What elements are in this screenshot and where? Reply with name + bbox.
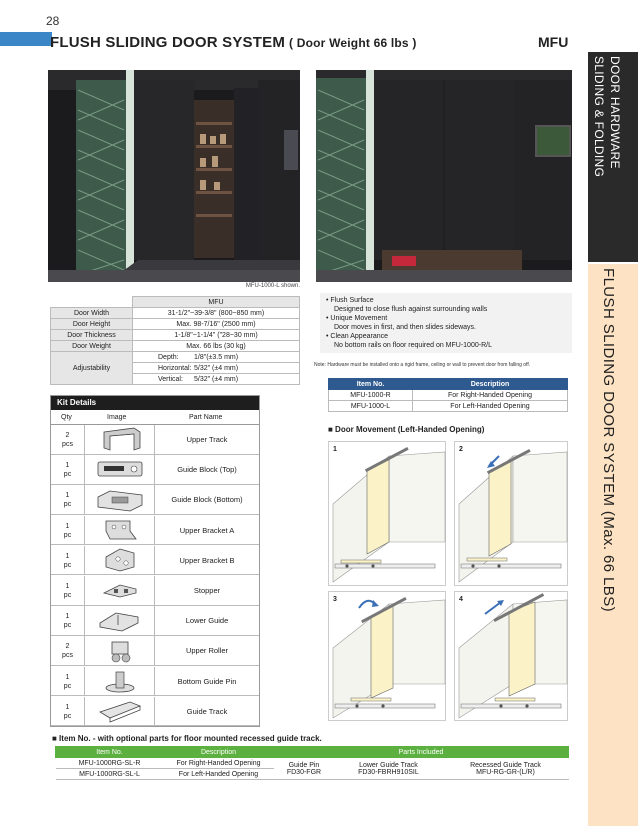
kit-row	[51, 425, 259, 455]
upper-roller-icon	[85, 636, 155, 665]
kit-qty-unit: pc	[63, 592, 72, 599]
product-side-label: FLUSH SLIDING DOOR SYSTEM (Max. 66 LBS)	[600, 268, 617, 613]
movement-step-2	[454, 441, 568, 586]
upper-bracket-a-icon	[85, 516, 155, 545]
kit-row	[51, 697, 259, 727]
kit-qty	[51, 697, 85, 726]
upper-track-icon	[85, 425, 155, 454]
kit-row	[51, 455, 259, 485]
page-title	[50, 34, 417, 51]
kit-row	[51, 516, 259, 546]
kit-qty	[51, 606, 85, 635]
opt-part-name: Lower Guide Track	[359, 761, 418, 769]
page-number: 28	[46, 14, 60, 28]
product-photo-left	[48, 70, 300, 282]
kit-qty-number: 2	[65, 432, 70, 439]
opt-part-code: MFU-RG-GR-(L/R)	[476, 768, 535, 776]
category-line1: SLIDING & FOLDING	[592, 56, 606, 178]
opt-desc: For Right-Handed Opening	[164, 758, 274, 769]
step-number: 2	[459, 446, 463, 453]
feature-title: • Unique Movement	[326, 315, 388, 322]
guide-block-bottom-icon	[85, 485, 155, 514]
spec-value: Max. 98-7/16" (2500 mm)	[133, 319, 300, 330]
adj-key: Depth:	[158, 353, 179, 361]
kit-qty	[51, 667, 85, 696]
kit-qty	[51, 455, 85, 484]
opt-item-no: MFU-1000RG-SL-R	[56, 758, 164, 769]
spec-label: Door Thickness	[51, 330, 133, 341]
movement-step-3	[328, 591, 446, 721]
kit-row	[51, 485, 259, 515]
kit-qty-unit: pc	[63, 471, 72, 479]
kit-part-name: Guide Block (Bottom)	[171, 495, 243, 505]
item-desc: For Right-Handed Opening	[413, 390, 568, 401]
kit-details	[50, 395, 260, 727]
adj-key: Horizontal:	[158, 364, 192, 372]
kit-row	[51, 606, 259, 636]
kit-qty-number: 1	[65, 522, 70, 530]
optional-table	[55, 746, 569, 780]
kit-part-name: Upper Track	[186, 435, 228, 444]
item-no: MFU-1000-R	[329, 390, 413, 401]
spec-row	[51, 341, 300, 352]
spec-header: MFU	[133, 297, 300, 308]
opt-header: Item No.	[56, 747, 164, 758]
guide-track-icon	[85, 697, 155, 726]
opt-header: Parts Included	[274, 747, 569, 758]
spec-table	[50, 296, 300, 385]
spec-corner	[51, 297, 133, 308]
title-subtitle: ( Door Weight 66 lbs )	[289, 36, 417, 50]
feature-title: • Flush Surface	[326, 297, 374, 304]
spec-row	[51, 319, 300, 330]
kit-qty-number: 1	[65, 462, 70, 470]
opt-part-code: FD30-FGR	[286, 768, 322, 776]
kit-qty-unit: pc	[63, 561, 72, 569]
kit-row	[51, 546, 259, 576]
kit-qty-number: 1	[65, 492, 70, 500]
optional-title: ■ Item No. - with optional parts for floor mounted recessed guide track.	[52, 734, 322, 743]
kit-qty-unit: pc	[63, 712, 72, 720]
bottom-guide-pin-icon	[85, 667, 155, 696]
kit-part-name: Upper Bracket A	[179, 525, 235, 535]
kit-qty-unit: pc	[63, 531, 72, 539]
opt-part-name: Guide Pin	[288, 761, 320, 769]
opt-part-name: Recessed Guide Track	[470, 761, 541, 769]
kit-qty-number: 1	[65, 703, 70, 711]
item-header: Item No.	[329, 379, 413, 390]
spec-adj-row	[133, 374, 300, 385]
feature-title: • Clean Appearance	[326, 333, 388, 340]
adj-key: Vertical:	[158, 375, 183, 383]
spec-adj-row	[133, 352, 300, 363]
guide-block-top-icon	[85, 455, 155, 484]
spec-value: 31-1/2"~39-3/8" (800~850 mm)	[133, 308, 300, 319]
kit-qty-number: 1	[65, 552, 70, 560]
table-row	[329, 401, 568, 412]
spec-value: 1-1/8"~1-1/4" ("28~30 mm)	[133, 330, 300, 341]
opt-desc: For Left-Handed Opening	[164, 769, 274, 780]
opt-part	[334, 758, 442, 780]
kit-header-part: Part Name	[189, 414, 223, 421]
kit-qty-number: 1	[65, 673, 70, 681]
spec-label-adjustability: Adjustability	[51, 352, 133, 385]
opt-item-no: MFU-1000RG-SL-L	[56, 769, 164, 780]
adj-value: 5/32" (±4 mm)	[194, 375, 239, 383]
kit-qty-number: 1	[65, 583, 70, 590]
lower-guide-icon	[85, 606, 155, 635]
kit-qty	[51, 546, 85, 575]
category-line2: DOOR HARDWARE	[608, 56, 622, 169]
kit-header-image: Image	[107, 414, 127, 421]
spec-label: Door Width	[51, 308, 133, 319]
opt-part	[442, 758, 568, 780]
kit-part-name: Upper Bracket B	[179, 555, 235, 565]
kit-part-name: Guide Block (Top)	[177, 465, 237, 475]
kit-row	[51, 636, 259, 666]
spec-row	[51, 352, 300, 363]
kit-qty-unit: pc	[63, 501, 72, 509]
product-side-tab	[588, 264, 638, 826]
product-photo-right	[316, 70, 572, 282]
upper-bracket-b-icon	[85, 546, 155, 575]
item-desc: For Left-Handed Opening	[413, 401, 568, 412]
feature-detail: Designed to close flush against surrounding walls	[334, 306, 488, 313]
kit-title: Kit Details	[51, 396, 259, 410]
opt-part	[274, 758, 335, 780]
stopper-icon	[85, 576, 155, 605]
step-number: 1	[333, 446, 337, 453]
kit-row	[51, 667, 259, 697]
kit-qty-unit: pcs	[62, 652, 73, 660]
feature-detail: Door moves in first, and then slides sideways.	[334, 324, 477, 331]
features-box	[320, 293, 572, 353]
movement-step-1	[328, 441, 446, 586]
kit-part-name: Lower Guide	[185, 616, 229, 626]
kit-qty	[51, 485, 85, 514]
spec-label: Door Height	[51, 319, 133, 330]
kit-qty	[51, 425, 85, 454]
opt-header: Description	[164, 747, 274, 758]
kit-part-name: Stopper	[193, 586, 221, 595]
kit-qty	[51, 576, 85, 605]
kit-qty-number: 2	[65, 643, 70, 651]
door-movement-title: ■ Door Movement (Left-Handed Opening)	[328, 425, 485, 434]
kit-part-name: Upper Roller	[185, 646, 229, 656]
kit-qty	[51, 636, 85, 665]
photo-caption: MFU-1000-L shown.	[245, 283, 300, 289]
kit-part-name: Bottom Guide Pin	[177, 676, 237, 686]
spec-row	[51, 330, 300, 341]
accent-bar	[0, 32, 52, 46]
kit-part-name: Guide Track	[186, 706, 228, 716]
spec-row	[51, 308, 300, 319]
category-side-tab	[588, 52, 638, 262]
spec-label: Door Weight	[51, 341, 133, 352]
movement-step-4	[454, 591, 568, 721]
spec-value: Max. 66 lbs (30 kg)	[133, 341, 300, 352]
model-code: MFU	[538, 34, 569, 50]
adj-value: 1/8"(±3.5 mm)	[194, 353, 239, 361]
item-table	[328, 378, 568, 412]
kit-qty-number: 1	[65, 613, 70, 621]
kit-header-row	[51, 410, 259, 425]
table-row	[56, 758, 569, 769]
item-header: Description	[413, 379, 568, 390]
kit-row	[51, 576, 259, 606]
kit-qty-unit: pcs	[62, 441, 73, 448]
step-number: 3	[333, 596, 337, 603]
installation-note: Note: Hardware must be installed onto a rigid frame, ceiling or wall to prevent door from falling off.	[314, 362, 531, 368]
title-text: FLUSH SLIDING DOOR SYSTEM	[50, 34, 286, 51]
opt-part-code: FD30-FBRH910SIL	[358, 768, 419, 776]
kit-qty	[51, 516, 85, 545]
feature-detail: No bottom rails on floor required on MFU-1000-R/L	[334, 342, 492, 349]
step-number: 4	[459, 596, 463, 603]
kit-qty-unit: pc	[63, 622, 72, 630]
kit-header-qty: Qty	[61, 414, 72, 421]
adj-value: 5/32" (±4 mm)	[194, 364, 239, 372]
item-no: MFU-1000-L	[329, 401, 413, 412]
kit-qty-unit: pc	[63, 682, 72, 690]
spec-adj-row	[133, 363, 300, 374]
table-row	[329, 390, 568, 401]
